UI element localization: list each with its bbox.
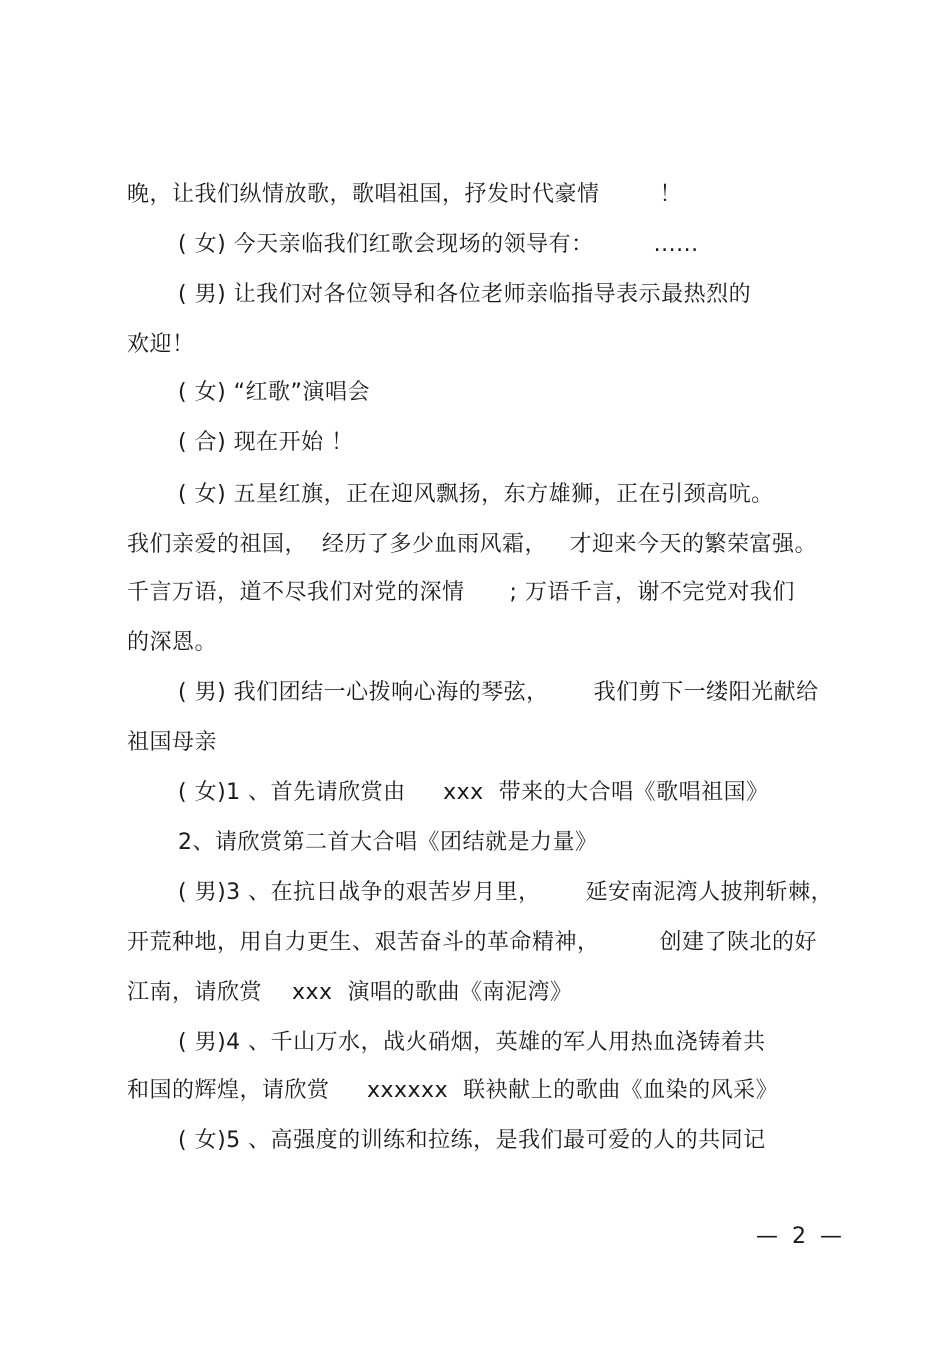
text-line: ( 男)4 、千山万水，战火硝烟，英雄的军人用热血浇铸着共 [178,1030,766,1055]
text-line: ( 合) 现在开始 ！ [178,430,354,455]
text-line: 祖国母亲 [127,730,218,755]
text-line: 欢迎！ [127,332,195,357]
text-line: 我们亲爱的祖国， 经历了多少血雨风霜， 才迎来今天的繁荣富强。 [127,532,817,557]
text-line: 千言万语，道不尽我们对党的深情 ; 万语千言，谢不完党对我们 [127,580,795,605]
text-line: 的深恩。 [127,630,218,655]
text-line: ( 女)1 、首先请欣赏由 xxx 带来的大合唱《歌唱祖国》 [178,780,769,805]
text-line: ( 男) 让我们对各位领导和各位老师亲临指导表示最热烈的 [178,282,752,307]
text-line: ( 男) 我们团结一心拨响心海的琴弦， 我们剪下一缕阳光献给 [178,680,819,705]
text-line: 江南，请欣赏 xxx 演唱的歌曲《南泥湾》 [127,980,573,1005]
text-line: ( 女) “红歌”演唱会 [178,380,370,405]
text-line: 和国的辉煌，请欣赏 xxxxxx 联袂献上的歌曲《血染的风采》 [127,1078,779,1103]
text-line: 开荒种地，用自力更生、艰苦奋斗的革命精神， 创建了陕北的好 [127,930,817,955]
text-line: 晚，让我们纵情放歌，歌唱祖国，抒发时代豪情 ！ [127,182,682,207]
page-number: — 2 — [756,1224,842,1249]
text-line: 2、请欣赏第二首大合唱《团结就是力量》 [178,830,598,855]
text-line: ( 男)3 、在抗日战争的艰苦岁月里， 延安南泥湾人披荆斩棘， [178,880,834,905]
text-line: ( 女) 今天亲临我们红歌会现场的领导有： ...... [178,232,699,257]
text-line: ( 女)5 、高强度的训练和拉练，是我们最可爱的人的共同记 [178,1128,766,1153]
text-line: ( 女) 五星红旗，正在迎风飘扬，东方雄狮，正在引颈高吭。 [178,482,774,507]
